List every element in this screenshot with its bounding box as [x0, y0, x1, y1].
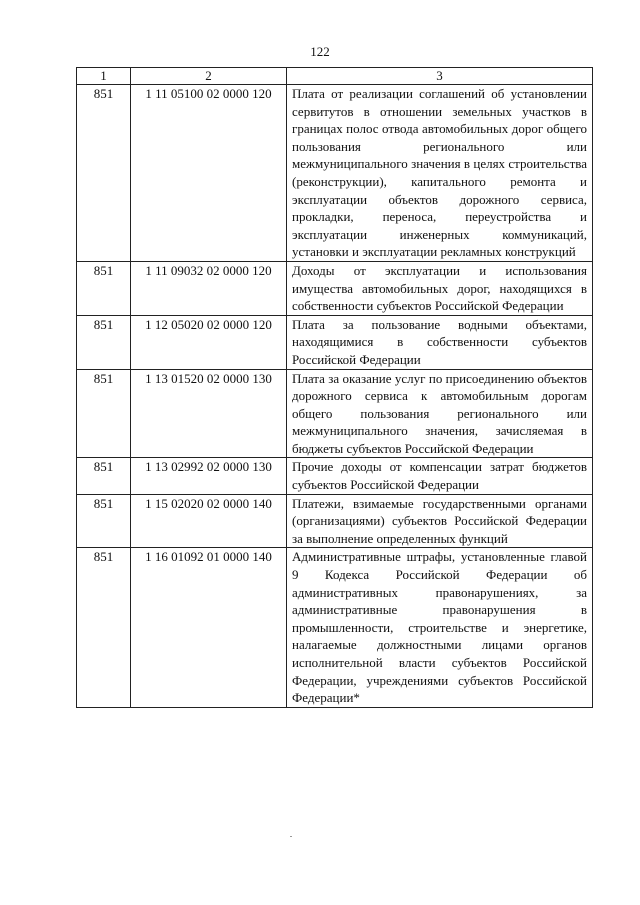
- income-code-cell: 1 13 01520 02 0000 130: [131, 369, 287, 458]
- income-code-cell: 1 15 02020 02 0000 140: [131, 494, 287, 548]
- table-row: [77, 261, 593, 315]
- admin-code-cell: 851: [77, 494, 131, 548]
- description-cell: Платежи, взимаемые государственными органами (организациями) субъектов Российской Федерации за выполнение определенных функций: [287, 494, 593, 548]
- table-row: [77, 369, 593, 458]
- description-cell: Административные штрафы, установленные главой 9 Кодекса Российской Федерации об административных правонарушениях, за административные правонарушения в промышленности, строительстве и энергетике, налагаемые должностными лицами органов исполнительной власти субъектов Российской Федерации, учреждениями субъектов Российской Федерации*: [287, 548, 593, 707]
- description-cell: Доходы от эксплуатации и использования имущества автомобильных дорог, находящихся в собственности субъектов Российской Федерации: [287, 261, 593, 315]
- description-cell: Прочие доходы от компенсации затрат бюджетов субъектов Российской Федерации: [287, 458, 593, 494]
- column-header-3: 3: [287, 68, 593, 85]
- table-row: [77, 494, 593, 548]
- description-cell: Плата за оказание услуг по присоединению объектов дорожного сервиса к автомобильным дорогам общего пользования регионального или межмуниципального значения, зачисляемая в бюджеты субъектов Российской Федерации: [287, 369, 593, 458]
- page-number: 122: [310, 44, 330, 59]
- description-cell: Плата за пользование водными объектами, находящимися в собственности субъектов Российской Федерации: [287, 315, 593, 369]
- admin-code-cell: 851: [77, 458, 131, 494]
- column-header-1: 1: [77, 68, 131, 85]
- income-code-cell: 1 16 01092 01 0000 140: [131, 548, 287, 707]
- income-code-cell: 1 13 02992 02 0000 130: [131, 458, 287, 494]
- description-cell: Плата от реализации соглашений об установлении сервитутов в отношении земельных участков в границах полос отвода автомобильных дорог общего пользования регионального или межмуниципального значения в целях строительства (реконструкции), капитального ремонта и эксплуатации объектов дорожного сервиса, прокладки, переноса, переустройства и эксплуатации инженерных коммуникаций, установки и эксплуатации рекламных конструкций: [287, 85, 593, 262]
- table-row: [77, 548, 593, 707]
- admin-code-cell: 851: [77, 85, 131, 262]
- admin-code-cell: 851: [77, 548, 131, 707]
- income-code-cell: 1 11 05100 02 0000 120: [131, 85, 287, 262]
- table-header-row: [77, 68, 593, 85]
- scan-speck: [290, 836, 292, 837]
- table-row: [77, 85, 593, 262]
- budget-revenue-table: [76, 67, 593, 708]
- admin-code-cell: 851: [77, 261, 131, 315]
- column-header-2: 2: [131, 68, 287, 85]
- admin-code-cell: 851: [77, 315, 131, 369]
- income-code-cell: 1 12 05020 02 0000 120: [131, 315, 287, 369]
- table-row: [77, 315, 593, 369]
- admin-code-cell: 851: [77, 369, 131, 458]
- income-code-cell: 1 11 09032 02 0000 120: [131, 261, 287, 315]
- table-row: [77, 458, 593, 494]
